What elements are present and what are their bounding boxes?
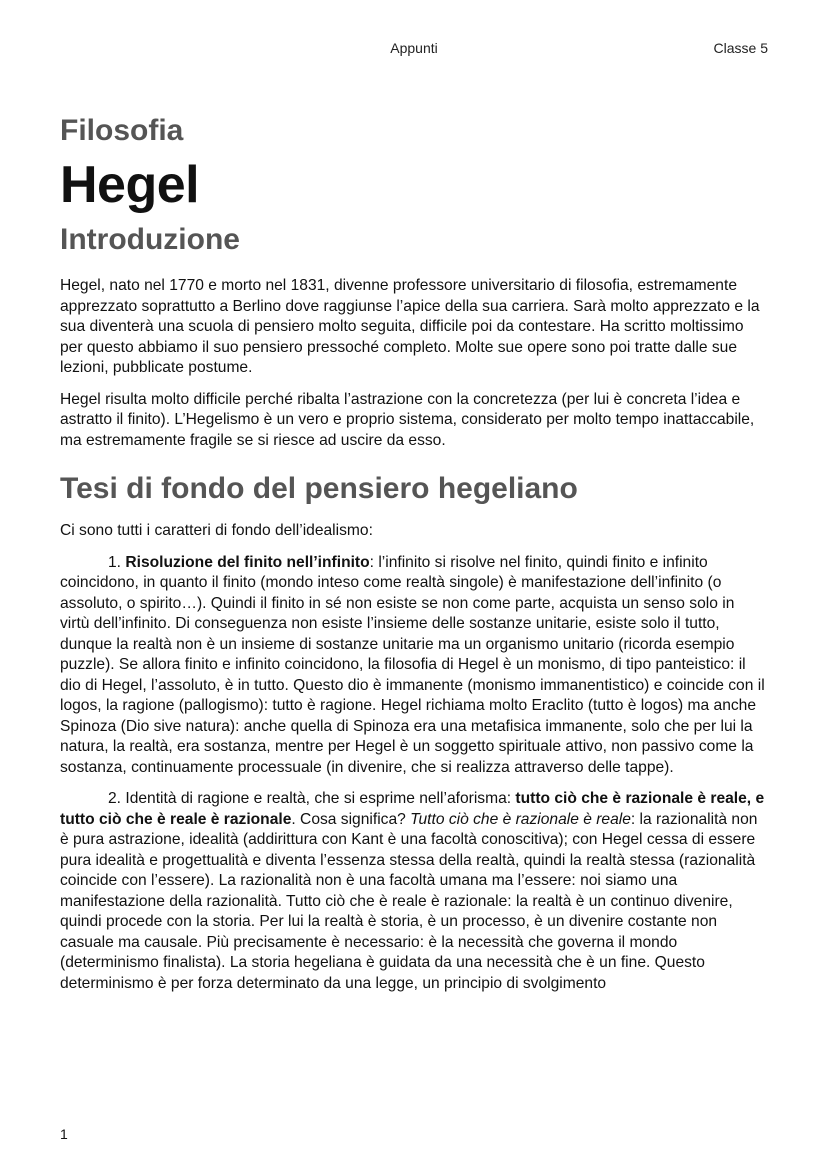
thesis-item-1-number: 1. [108,553,122,571]
thesis-item-2-text-before: Identità di ragione e realtà, che si esprime nell’aforisma: [125,790,516,807]
thesis-item-1 [60,553,768,779]
intro-paragraph-2: Hegel risulta molto difficile perché ribalta l’astrazione con la concretezza (per lui è concreta l’idea e astratto il finito). L’Hegelismo è un vero e proprio sistema, considerato per molto tempo inattaccabile, ma estremamente fragile se si riesce ad uscire da esso. [60,390,755,449]
thesis-item-1-text: : l’infinito si risolve nel finito, quindi finito e infinito coincidono, in quanto il finito (mondo inteso come realtà singole) è manifestazione dell’infinito (o assoluto, o spirito…). Quindi il finito in sé non esiste se non come parte, acquista un senso solo in virtù dell’infinito. Di conseguenza non esiste l’insieme delle sostanze unitarie, esiste solo il tutto, dunque la realtà non è un insieme di sostanze unitarie ma un organismo unitario (ricorda esempio puzzle). Se allora finito e infinito coincidono, la filosofia di Hegel è un monismo, di tipo panteistico: il dio di Hegel, l’assoluto, è in tutto. Questo dio è immanente (monismo immanentistico) e coincide con il logos, la ragione (pallogismo): tutto è ragione. Hegel richiama molto Eraclito (tutto è logos) ma anche Spinoza (Dio sive natura): anche quella di Spinoza era una metafisica immanente, solo che per lui la natura, la realtà, era sostanza, mentre per Hegel è un soggetto spirituale attivo, non passivo come la sostanza, continuamente processuale (in divenire, che si realizza attraverso delle tappe). [60,553,765,776]
thesis-item-2-text-after: : la razionalità non è pura astrazione, idealità (addirittura con Kant è una facoltà conoscitiva); con Hegel cessa di essere pura idealità e progettualità e diventa l’essenza stessa della realtà, quindi la realtà stessa (razionalità coincide con l’essere). La razionalità non è una facoltà umana ma l’essere: noi siamo una manifestazione della razionalità. Tutto ciò che è reale è razionale: la realtà è un continuo divenire, quindi procede con la storia. Per lui la realtà è storia, è un processo, è un divenire costante non casuale ma causale. Più precisamente è necessario: è la necessità che governa il mondo (determinismo finalista). La storia hegeliana è guidata da una necessità che è un fine. Questo determinismo è per forza determinato da una legge, un principio di svolgimento [60,810,758,992]
page-title: Hegel [60,156,200,214]
thesis-item-2-aphorism: tutto ciò che è razionale è reale, e tutto ciò che è reale è razionale [60,790,765,828]
thesis-item-2 [60,789,768,994]
thesis-item-2-text-mid: . Cosa significa? [291,810,411,828]
subject-heading: Filosofia [60,114,184,147]
section-heading-theses: Tesi di fondo del pensiero hegeliano [60,472,578,505]
thesis-item-1-lead: Risoluzione del finito nell’infinito [125,553,370,571]
document-body [60,108,768,1005]
section-heading-introduction: Introduzione [60,223,240,256]
theses-intro: Ci sono tutti i caratteri di fondo dell’idealismo: [60,522,373,539]
thesis-item-2-number: 2. [108,790,122,807]
thesis-item-2-italic-phrase: Tutto ciò che è razionale è reale [410,810,631,828]
intro-paragraph-1: Hegel, nato nel 1770 e morto nel 1831, divenne professore universitario di filosofia, estremamente apprezzato soprattutto a Berlino dove raggiunse l’apice della sua carriera. Sarà molto apprezzato e la sua diventerà una scuola di pensiero molto seguita, difficile poi da contestare. Ha scritto moltissimo per questo abbiamo il suo pensiero pressoché completo. Molte sue opere sono poi tratte dalle sue lezioni, pubblicate postume. [60,277,760,376]
page-number: 1 [60,1126,68,1142]
header-title: Appunti [390,40,438,56]
header-class-label: Classe 5 [713,40,768,56]
